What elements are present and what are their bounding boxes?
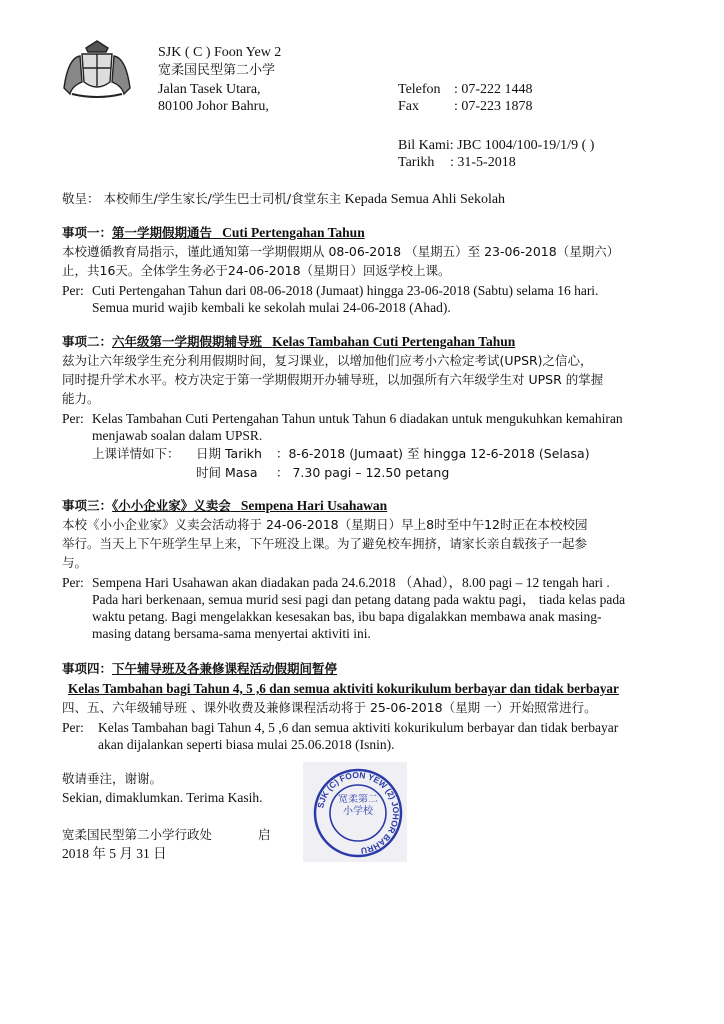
item2-time-value: ： 7.30 pagi – 12.50 petang [276, 465, 450, 480]
item2-details-label: 上课详情如下： [92, 446, 180, 461]
item3-cn-line-3: 与。 [62, 555, 88, 570]
closing-cn: 敬请垂注，谢谢。 [62, 771, 163, 786]
item3-cn-line-1: 本校《小小企业家》义卖会活动将于 24-06-2018（星期日）早上8时至中午12时正在本校校园 [62, 517, 588, 532]
item2-date-value: ：8-6-2018 (Jumaat) 至 hingga 12-6-2018 (Selasa) [276, 446, 590, 461]
item2-title: 六年级第一学期假期辅导班 Kelas Tambahan Cuti Pertengahan Tahun [112, 334, 516, 349]
date-value: : 31-5-2018 [450, 155, 516, 170]
item4-ms-line-2: akan dijalankan seperti biasa mulai 25.06.2018 (Isnin). [98, 737, 395, 752]
item2-ms-line-1: Kelas Tambahan Cuti Pertengahan Tahun untuk Tahun 6 diadakan untuk mengukuhkan kemahiran [92, 411, 623, 426]
salutation-ms: Kepada Semua Ahli Sekolah [344, 192, 506, 207]
date-label: Tarikh [398, 155, 435, 170]
item3-ms-line-1: Sempena Hari Usahawan akan diadakan pada 24.6.2018 （Ahad），8.00 pagi – 12 tengah hari . [92, 575, 610, 590]
school-name-cn: 宽柔国民型第二小学 [158, 63, 276, 78]
item2-date-label: 日期 Tarikh [196, 446, 262, 461]
telefon-value: : 07-222 1448 [454, 82, 533, 97]
item3-heading [62, 497, 387, 514]
item2-cn-line-3: 能力。 [62, 391, 100, 406]
item1-ms-line-1: Cuti Pertengahan Tahun dari 08-06-2018 (Jumaat) hingga 23-06-2018 (Sabtu) selama 16 hari. [92, 283, 599, 298]
school-crest-emblem [58, 38, 136, 100]
item3-cn-line-2: 举行。当天上下午班学生早上来，下午班没上课。为了避免校车拥挤，请家长亲自载孩子一起参 [62, 536, 588, 551]
item3-ms-line-3: waktu petang. Bagi mengelakkan kesesakan bas, ibu bapa digalakkan membawa anak masing- [92, 609, 602, 624]
item4-title-ms: Kelas Tambahan bagi Tahun 4, 5 ,6 dan semua aktiviti kokurikulum berbayar dan tidak berbayar [68, 681, 619, 696]
item1-per-label: Per: [62, 283, 84, 298]
fax-value: : 07-223 1878 [454, 99, 533, 114]
closing-date: 2018 年 5 月 31 日 [62, 846, 167, 861]
item2-heading [62, 333, 515, 350]
item2-ms-line-2: menjawab soalan dalam UPSR. [92, 428, 263, 443]
item2-per-label: Per: [62, 411, 84, 426]
salutation-cn: 敬呈： 本校师生/学生家长/学生巴士司机/食堂东主 [62, 191, 342, 206]
fax-label: Fax [398, 99, 419, 114]
item2-prefix: 事项二： [62, 334, 113, 349]
item4-cn-line-1: 四、五、六年级辅导班 、课外收费及兼修课程活动将于 25-06-2018（星期 一）开始照常进行。 [62, 700, 597, 715]
issuing-office-qi: 启 [258, 827, 271, 842]
item3-title: 《小小企业家》义卖会 Sempena Hari Usahawan [112, 498, 388, 513]
item1-title: 第一学期假期通告 Cuti Pertengahan Tahun [112, 225, 365, 240]
salutation [62, 190, 505, 208]
item4-title-cn: 下午辅导班及各兼修课程活动假期间暂停 [112, 661, 338, 676]
item2-cn-line-1: 兹为让六年级学生充分利用假期时间，复习课业，以增加他们应考小六检定考试(UPSR)之信心， [62, 353, 593, 368]
closing-ms: Sekian, dimaklumkan. Terima Kasih. [62, 790, 263, 805]
item4-per-label: Per: [62, 720, 84, 735]
item4-prefix: 事项四： [62, 661, 113, 676]
school-name: SJK ( C ) Foon Yew 2 [158, 45, 282, 60]
item1-cn-line-2: 止，共16天。全体学生务必于24-06-2018（星期日）回返学校上课。 [62, 263, 451, 278]
reference-number: Bil Kami: JBC 1004/100-19/1/9 ( ) [398, 138, 595, 153]
official-school-stamp [313, 768, 403, 858]
address-line-2: 80100 Johor Bahru, [158, 99, 269, 114]
item4-heading [62, 660, 337, 677]
address-line-1: Jalan Tasek Utara, [158, 82, 261, 97]
item3-ms-line-2: Pada hari berkenaan, semua murid sesi pagi dan petang datang pada waktu pagi， tiada kelas pada [92, 592, 626, 607]
item3-prefix: 事项三： [62, 498, 113, 513]
telefon-label: Telefon [398, 82, 441, 97]
stamp-ring-text: SJK (C) FOON YEW (2) JOHOR BAHRU [315, 769, 402, 856]
item3-per-label: Per: [62, 575, 84, 590]
item1-cn-line-1: 本校遵循教育局指示，谨此通知第一学期假期从 08-06-2018 （星期五）至 23-06-2018（星期六） [62, 244, 620, 259]
item1-prefix: 事项一： [62, 225, 113, 240]
item1-ms-line-2: Semua murid wajib kembali ke sekolah mulai 24-06-2018 (Ahad). [92, 300, 451, 315]
issuing-office: 宽柔国民型第二小学行政处 [62, 827, 213, 842]
stamp-center-text: 宽柔第二小学校 [338, 794, 378, 817]
item4-ms-line-1: Kelas Tambahan bagi Tahun 4, 5 ,6 dan semua aktiviti kokurikulum berbayar dan tidak berbayar [98, 720, 619, 735]
item2-cn-line-2: 同时提升学术水平。校方决定于第一学期假期开办辅导班，以加强所有六年级学生对 UPSR 的掌握 [62, 372, 604, 387]
item2-time-label: 时间 Masa [196, 465, 258, 480]
item3-ms-line-4: masing datang bersama-sama menyertai aktiviti ini. [92, 626, 371, 641]
item1-heading [62, 224, 365, 241]
